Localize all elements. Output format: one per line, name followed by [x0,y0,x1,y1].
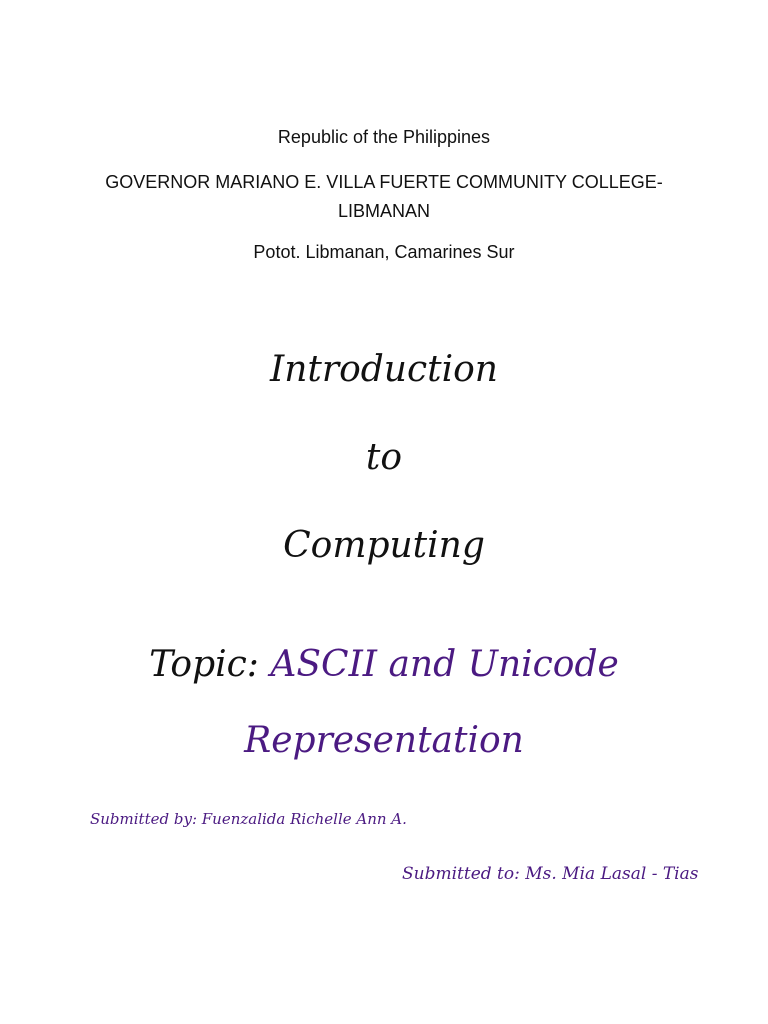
topic-value-line2: Representation [244,720,524,761]
title-to: to [365,437,403,478]
republic-line: Republic of the Philippines [277,127,491,147]
address-line: Potot. Libmanan, Camarines Sur [253,242,515,262]
submitted-to: Submitted to: Ms. Mia Lasal - Tias [402,864,699,884]
topic-line [0,642,768,688]
topic-value-line1: ASCII and Unicode [270,644,619,685]
college-name-line1: GOVERNOR MARIANO E. VILLA FUERTE COMMUNITY COLLEGE- [105,172,663,192]
title-introduction: Introduction [270,349,498,390]
submitted-by: Submitted by: Fuenzalida Richelle Ann A. [90,810,407,828]
college-name-line2: LIBMANAN [337,201,431,221]
topic-label: Topic: [149,644,259,685]
title-computing: Computing [283,525,485,566]
